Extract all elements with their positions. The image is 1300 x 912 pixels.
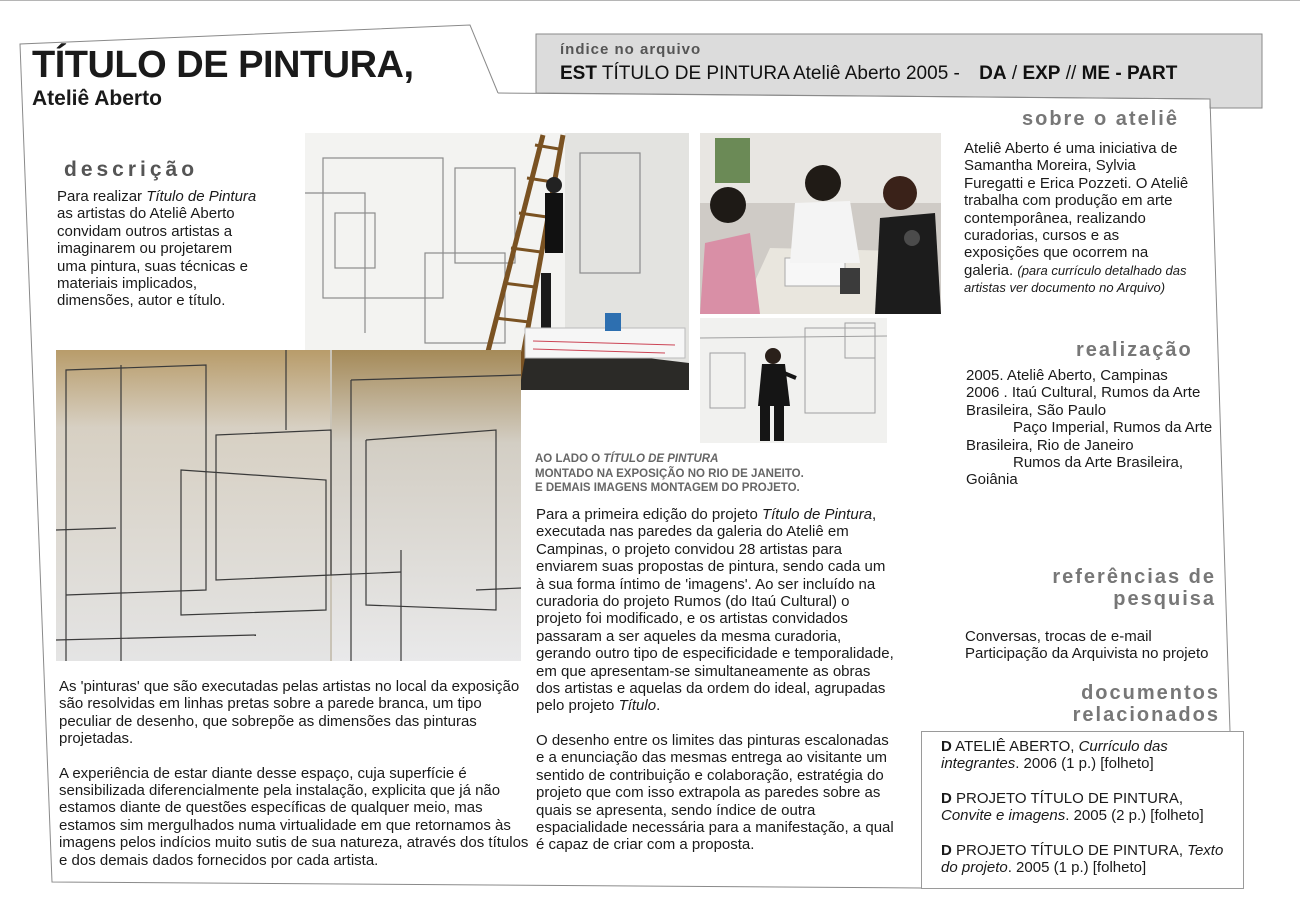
sobre-note: (para currículo detalhado das artistas ver documento no Arquivo) (964, 262, 1187, 296)
left-paragraph-1: As 'pinturas' que são executadas pelas artistas no local da exposição são resolvidas em linhas pretas sobre a parede branca, um tipo peculiar de desenho, que sobrepõe as dimensões das pinturas projetadas. (59, 678, 520, 748)
sobre-text: Ateliê Aberto é uma iniciativa de Samantha Moreira, Sylvia Furegatti e Erica Pozzeti. O Ateliê trabalha com produção em arte contemporânea, realizando curadorias, cursos e as exposições que ocorrem na galeria. (para currículo detalhado das artistas ver documento no Arquivo) (964, 140, 1189, 296)
index-prefix: EST (560, 63, 597, 84)
descricao-text: Para realizar Título de Pintura as artistas do Ateliê Aberto convidam outros artistas a imaginarem ou projetarem uma pintura, suas técnicas e materiais implicados, dimensões, autor e título. (57, 188, 257, 310)
left-paragraph-2: A experiência de estar diante desse espaço, cuja superfície é sensibilizada diferencialmente pela instalação, explicita que já não estamos diante de questões específicas de qualquer meio, mas estamos sim mergulhados numa virtualidade em que retornamos às imagens pelos indícios muito sutis de sua natureza, através dos títulos e dos demais dados fornecidos por cada artista. (59, 764, 529, 869)
document-entry: D PROJETO TÍTULO DE PINTURA, Texto do projeto. 2005 (1 p.) [folheto] (941, 841, 1224, 877)
index-sep: // (1060, 63, 1082, 84)
photo-artist-drawing-wall (700, 318, 887, 443)
referencias-heading: referências de pesquisa (1052, 566, 1216, 610)
left-text (59, 678, 529, 869)
documentos-heading: documentos relacionados (1072, 682, 1220, 726)
sobre-heading: sobre o ateliê (1022, 108, 1179, 130)
main-paragraph-2: O desenho entre os limites das pinturas escalonadas e a enunciação das mesmas entrega ao visitante um sentido de contribuição e colaboração, estratégia do projeto que com isso extrapola as paredes sobre as quais se apresenta, sendo índice de outra espacialidade necessária para a manifestação, a qual é capaz de criar com a proposta. (536, 731, 894, 854)
document-entry: D PROJETO TÍTULO DE PINTURA, Convite e imagens. 2005 (2 p.) [folheto] (941, 789, 1204, 825)
document-entry: D ATELIÊ ABERTO, Currículo das integrantes. 2006 (1 p.) [folheto] (941, 738, 1168, 773)
index-sep: / (1006, 63, 1023, 84)
main-paragraph-1: Para a primeira edição do projeto Título de Pintura, executada nas paredes da galeria do Ateliê em Campinas, o projeto convidou 28 artistas para enviarem suas propostas de pintura, sendo cada um à sua forma íntimo de 'imagens'. Ao ser incluído na curadoria do projeto Rumos (do Itaú Cultural) o projeto foi modificado, e os artistas convidados passaram a ser aqueles da mesma curadoria, gerando outro tipo de especificidade e temporalidade, em que apresentam-se simultaneamente as obras dos artistas e aquelas da ordem do ideal, agrupadas pelo projeto Título. (536, 506, 894, 715)
realizacao-heading: realização (1076, 339, 1193, 361)
photo-wall-installation (56, 350, 521, 661)
photo-caption: AO LADO O TÍTULO DE PINTURA MONTADO NA EXPOSIÇÃO NO RIO DE JANEITO. E DEMAIS IMAGENS MONTAGEM DO PROJETO. (535, 453, 804, 494)
index-me: ME - PART (1081, 63, 1178, 84)
main-text (536, 506, 896, 854)
referencias-list: Conversas, trocas de e-mail Participação da Arquivista no projeto (965, 628, 1209, 663)
page-title: TÍTULO DE PINTURA, (32, 44, 414, 86)
realizacao-list: 2005. Ateliê Aberto, Campinas 2006 . Itaú Cultural, Rumos da Arte Brasileira, São Paulo Paço Imperial, Rumos da Arte Brasileira, Rio de Janeiro Rumos da Arte Brasileira, Goiânia (966, 367, 1213, 489)
index-exp: EXP (1022, 63, 1061, 84)
index-title: TÍTULO DE PINTURA Ateliê Aberto 2005 - (596, 63, 966, 84)
page-subtitle: Ateliê Aberto (32, 87, 162, 110)
documentos-box (921, 731, 1244, 889)
photo-artists-at-table (700, 133, 941, 314)
index-da: DA (979, 63, 1007, 84)
index-code (560, 63, 1177, 85)
descricao-heading: descrição (64, 158, 199, 181)
index-label: índice no arquivo (560, 41, 702, 58)
